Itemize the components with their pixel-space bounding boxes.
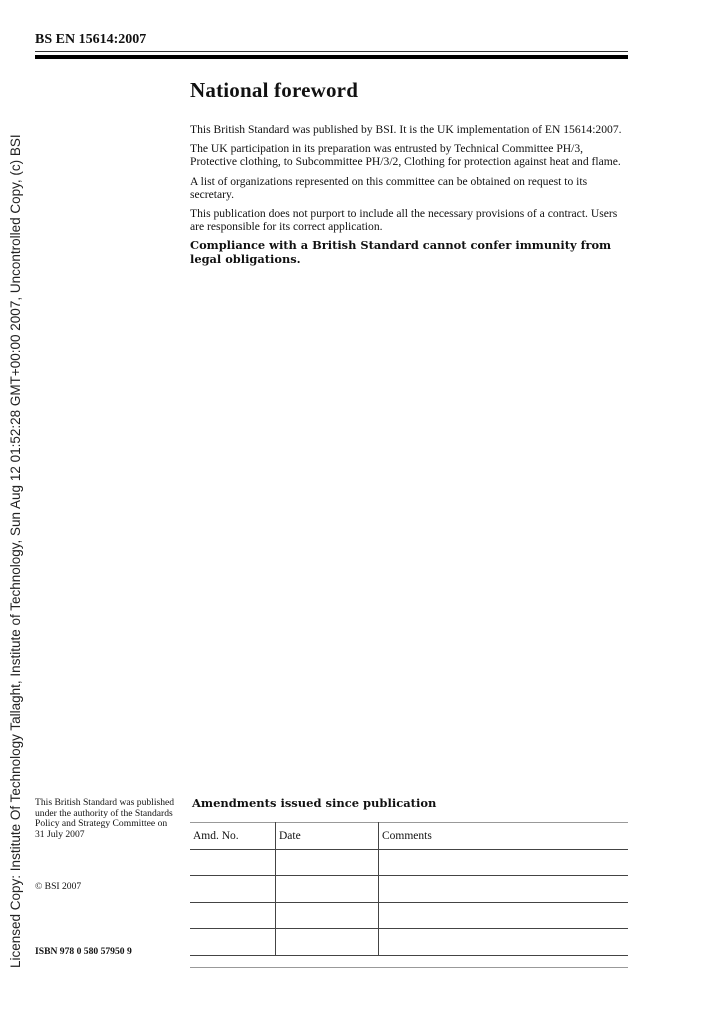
publication-note: This British Standard was published under the authority of the Standards Policy and Strategy Committee on 31 July 2007 [35,797,175,840]
table-row [190,849,628,876]
bottom-rule [190,967,628,968]
table-row [190,876,628,903]
foreword-paragraph: The UK participation in its preparation was entrusted by Technical Committee PH/3, Protective clothing, to Subcommittee PH/3/2, Clothing for protection against heat and flame. [190,142,621,169]
table-cell [190,849,276,876]
compliance-statement: Compliance with a British Standard cannot confer immunity from legal obligations. [190,238,612,266]
amendments-table [190,822,628,956]
amendments-title: Amendments issued since publication [192,796,437,810]
table-cell [276,849,379,876]
foreword-title: National foreword [190,78,359,102]
table-cell [190,929,276,956]
table-cell [190,876,276,903]
table-row [190,929,628,956]
license-notice: Licensed Copy: Institute Of Technology Tallaght, Institute of Technology, Sun Aug 12 01:52:28 GMT+00:00 2007, Uncontrolled Copy, (c) BSI [8,134,23,968]
column-header-date: Date [276,823,379,850]
table-cell [190,902,276,929]
table-cell [276,902,379,929]
column-header-amd-no: Amd. No. [190,823,276,850]
isbn: ISBN 978 0 580 57950 9 [35,946,132,957]
document-id: BS EN 15614:2007 [35,32,147,47]
table-cell [379,902,629,929]
table-cell [276,929,379,956]
amendments-header-row [190,823,628,850]
table-cell [379,876,629,903]
copyright-notice: © BSI 2007 [35,881,82,892]
table-cell [379,929,629,956]
foreword-section [190,78,630,272]
table-cell [276,876,379,903]
foreword-paragraph: A list of organizations represented on this committee can be obtained on request to its secretary. [190,174,588,201]
column-header-comments: Comments [379,823,629,850]
table-row [190,902,628,929]
header-rule-thin [35,51,628,52]
foreword-paragraph: This publication does not purport to include all the necessary provisions of a contract. Users are responsible for its correct application. [190,207,618,234]
foreword-paragraph: This British Standard was published by BSI. It is the UK implementation of EN 15614:2007. [190,123,622,136]
header-rule-thick [35,55,628,59]
table-cell [379,849,629,876]
